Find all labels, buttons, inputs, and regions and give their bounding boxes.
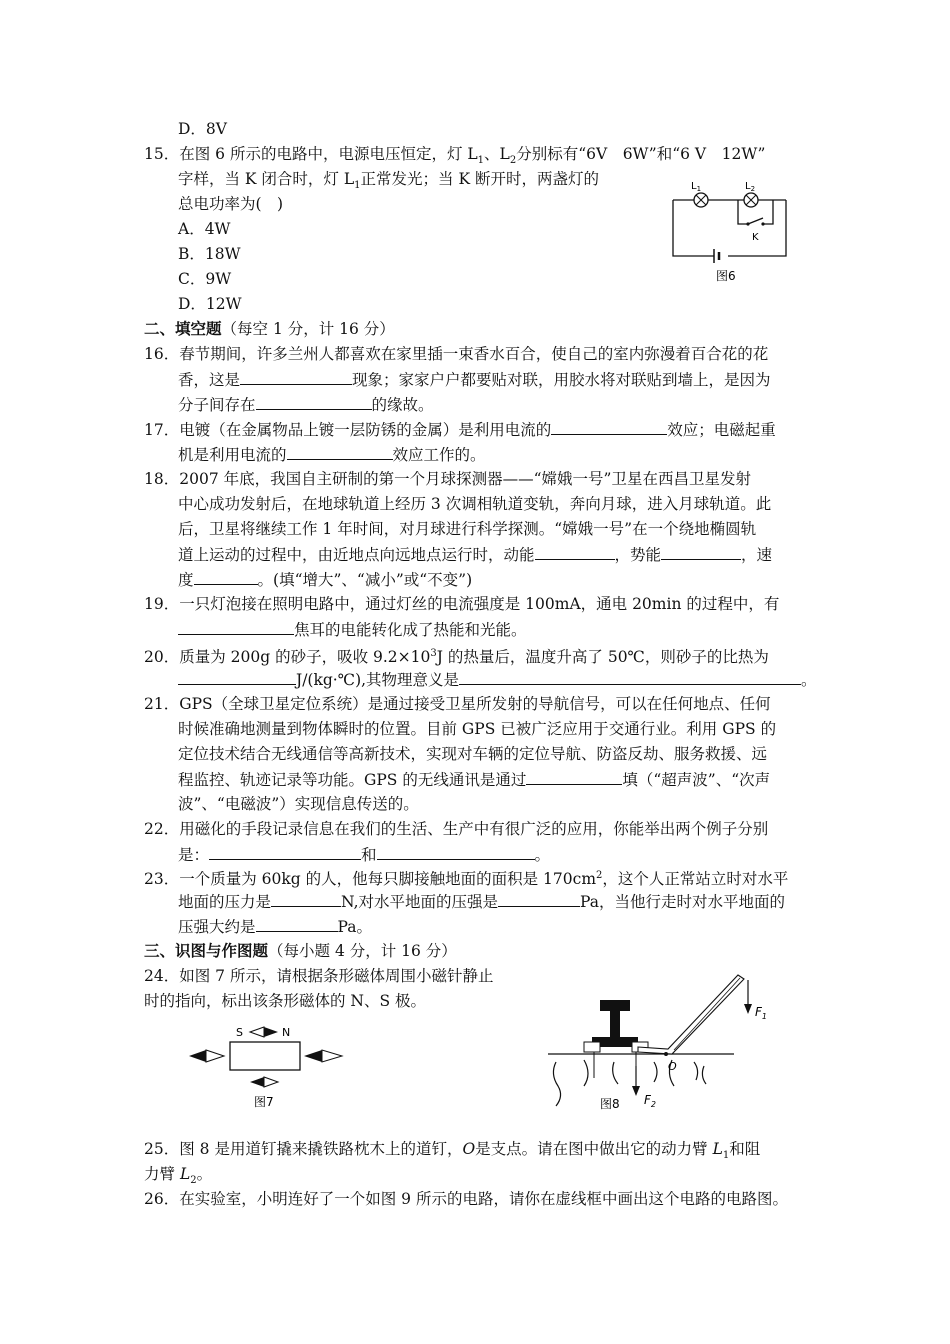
q18-line4: 道上运动的过程中，由近地点向远地点运行时，动能 ，势能 ，速 xyxy=(178,546,773,564)
q23-line3: 压强大约是 Pa。 xyxy=(178,918,372,936)
q20-line1: 20．质量为 200g 的砂子，吸收 $9.2\times 10^3J$ 的热量后，温度升高了 50℃，则砂子的比热为 xyxy=(144,648,769,667)
bar-magnet xyxy=(230,1042,300,1070)
rail-icon xyxy=(592,1000,638,1047)
figure8-crowbar xyxy=(544,970,794,1116)
q18-line1: 18．2007 年底，我国自主研制的第一个月球探测器——“嫦娥一号”卫星在西昌卫星发射 xyxy=(144,470,751,488)
q16-blank-1[interactable] xyxy=(240,369,352,385)
q16-line1: 16．春节期间，许多兰州人都喜欢在家里插一束香水百合，使自己的室内弥漫着百合花的花 xyxy=(144,345,769,363)
q25-line1: 25．图 8 是用道钉撬来撬铁路枕木上的道钉，O是支点。请在图中做出它的动力臂 $L_1$和阻 xyxy=(144,1140,761,1162)
figure6-circuit xyxy=(668,176,796,288)
section2-heading: 二、填空题（每空 1 分，计 16 分） xyxy=(144,319,395,338)
q21-line2: 时候准确地测量到物体瞬时的位置。目前 GPS 已被广泛应用于交通行业。利用 GPS 的 xyxy=(178,720,777,738)
figure7-caption: 图7 xyxy=(254,1095,274,1109)
lamp-l2-label: $L_2$ xyxy=(745,181,756,193)
figure7-magnet xyxy=(186,1020,346,1112)
q18-line3: 后，卫星将继续工作 1 年时间，对月球进行科学探测。“嫦娥一号”在一个绕地椭圆轨 xyxy=(178,520,757,538)
figure6-caption: 图6 xyxy=(716,269,736,283)
q18-blank-kinetic[interactable] xyxy=(535,544,615,560)
q20-blank-1[interactable] xyxy=(178,669,296,685)
bottom-compass-needle xyxy=(250,1077,278,1087)
right-compass-needle xyxy=(304,1050,342,1062)
q15-line1: 15．在图 6 所示的电路中，电源电压恒定，灯 $L_1$、$L_2$分别标有“6V 6W”和“6 V 12W” xyxy=(144,145,766,167)
q20-line2: J/(kg·℃),其物理意义是 。 xyxy=(178,669,817,690)
q22-blank-2[interactable] xyxy=(377,844,535,860)
q22-blank-1[interactable] xyxy=(209,844,361,860)
q22-line2: 是： 和 。 xyxy=(178,846,551,864)
q15-option-d: D．12W xyxy=(178,295,242,313)
q21-line5: 波”、“电磁波”）实现信息传送的。 xyxy=(178,795,419,813)
q16-blank-2[interactable] xyxy=(256,394,372,410)
force-f1-label: $F_1$ xyxy=(755,1005,767,1021)
q17-blank-2[interactable] xyxy=(287,444,393,460)
q17-blank-1[interactable] xyxy=(551,419,667,435)
q23-line2: 地面的压力是 N,对水平地面的压强是 Pa，当他行走时对水平地面的 xyxy=(178,893,785,911)
left-compass-needle xyxy=(189,1050,224,1062)
q24-line1: 24．如图 7 所示，请根据条形磁体周围小磁针静止 xyxy=(144,967,494,985)
switch-k-label: K xyxy=(752,232,759,243)
q19-line1: 19．一只灯泡接在照明电路中，通过灯丝的电流强度是 100mA，通电 20min 的过程中，有 xyxy=(144,595,780,613)
q24-line2: 时的指向，标出该条形磁体的 N、S 极。 xyxy=(144,992,427,1010)
q19-blank[interactable] xyxy=(178,619,294,635)
label-n: N xyxy=(282,1026,291,1039)
q18-blank-speed[interactable] xyxy=(194,569,258,585)
figure8-caption: 图8 xyxy=(600,1097,620,1111)
q18-line5: 度 。(填“增大”、“减小”或“不变”) xyxy=(178,571,473,589)
q23-blank-walk[interactable] xyxy=(256,916,338,932)
force-f2-arrow xyxy=(632,1066,640,1096)
q23-line1: 23．一个质量为 60kg 的人，他每只脚接触地面的面积是 $170cm^2$，这个人正常站立时对水平 xyxy=(144,870,789,889)
q17-line2: 机是利用电流的 效应工作的。 xyxy=(178,446,486,464)
q14-option-d: D．8V xyxy=(178,120,227,138)
q15-option-a: A．4W xyxy=(178,220,231,238)
label-s: S xyxy=(236,1026,243,1039)
q23-blank-pressure[interactable] xyxy=(498,891,580,907)
q15-line3: 总电功率为( ) xyxy=(178,195,284,213)
q21-line3: 定位技术结合无线通信等高新技术，实现对车辆的定位导航、防盗反劫、服务救援、远 xyxy=(178,745,768,763)
q21-line4: 程监控、轨迹记录等功能。GPS 的无线通讯是通过 填（“超声波”、“次声 xyxy=(178,771,771,789)
force-f1-arrow xyxy=(744,980,752,1014)
top-compass-needle xyxy=(250,1027,278,1037)
q19-line2: 焦耳的电能转化成了热能和光能。 xyxy=(178,619,527,640)
q17-line1: 17．电镀（在金属物品上镀一层防锈的金属）是利用电流的 效应；电磁起重 xyxy=(144,421,776,439)
q20-blank-2[interactable] xyxy=(459,669,801,685)
lamp-l1-icon xyxy=(694,193,708,207)
lamp-l2-icon xyxy=(744,193,758,207)
q18-line2: 中心成功发射后，在地球轨道上经历 3 次调相轨道变轨，奔向月球，进入月球轨道。此 xyxy=(178,495,772,513)
lamp-l1-label: $L_1$ xyxy=(691,181,702,193)
force-f2-label: $F_2$ xyxy=(644,1093,656,1109)
q22-line1: 22．用磁化的手段记录信息在我们的生活、生产中有很广泛的应用，你能举出两个例子分别 xyxy=(144,820,769,838)
q23-blank-force[interactable] xyxy=(271,891,341,907)
q15-option-b: B．18W xyxy=(178,245,241,263)
q16-line2: 香，这是 现象；家家户户都要贴对联，用胶水将对联贴到墙上，是因为 xyxy=(178,371,771,389)
q21-line1: 21．GPS（全球卫星定位系统）是通过接受卫星所发射的导航信号，可以在任何地点、任何 xyxy=(144,695,771,713)
q21-blank[interactable] xyxy=(526,769,622,785)
crowbar-icon xyxy=(638,975,744,1054)
q26-line1: 26．在实验室，小明连好了一个如图 9 所示的电路，请你在虚线框中画出这个电路的电路图。 xyxy=(144,1190,788,1208)
section3-heading: 三、识图与作图题（每小题 4 分，计 16 分） xyxy=(144,941,457,960)
q16-line3: 分子间存在 的缘故。 xyxy=(178,396,434,414)
q15-line2: 字样，当 K 闭合时，灯 $L_1$正常发光；当 K 断开时，两盏灯的 xyxy=(178,170,599,192)
q18-blank-potential[interactable] xyxy=(661,544,741,560)
q25-line2: 力臂 $L_2$。 xyxy=(144,1165,213,1187)
q15-option-c: C．9W xyxy=(178,270,232,288)
pivot-o-label: O xyxy=(668,1060,677,1073)
